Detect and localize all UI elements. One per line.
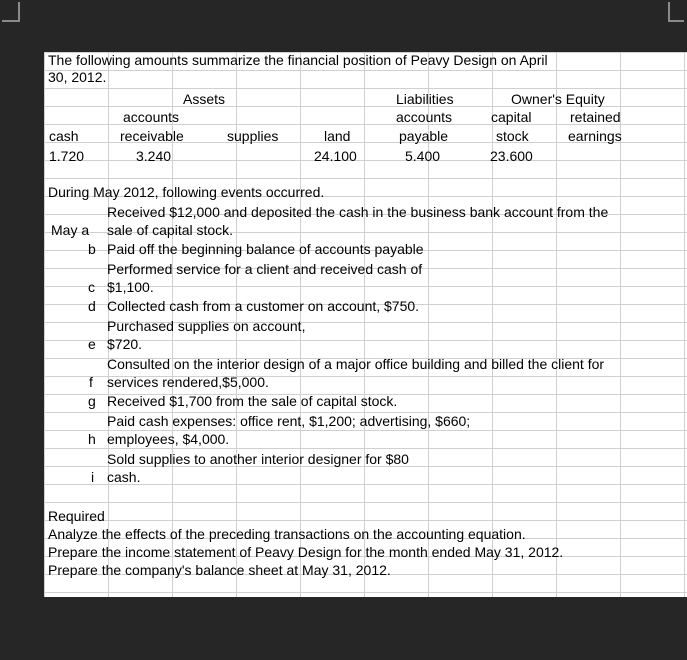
- owners-equity-heading: Owner's Equity: [511, 91, 605, 107]
- required-line-3: Prepare the company's balance sheet at May 31, 2012.: [48, 562, 391, 578]
- intro-line-2: 30, 2012.: [48, 69, 107, 85]
- land-balance: 24.100: [314, 148, 357, 164]
- event-i-label: i: [91, 469, 95, 485]
- land-header: land: [324, 128, 351, 144]
- accounts-receivable-header-bottom: receivable: [120, 128, 184, 144]
- event-g-label: g: [88, 393, 96, 409]
- required-line-1: Analyze the effects of the preceding transactions on the accounting equation.: [48, 526, 526, 542]
- liabilities-heading: Liabilities: [396, 91, 454, 107]
- capital-stock-balance: 23.600: [490, 148, 533, 164]
- capital-stock-header-bottom: stock: [496, 128, 529, 144]
- events-title: During May 2012, following events occurred.: [48, 184, 325, 200]
- cash-balance: 1.720: [49, 148, 85, 164]
- event-a-line-1: Received $12,000 and deposited the cash in the business bank account from the: [107, 204, 609, 220]
- event-i-line-1: Sold supplies to another interior designer for $80: [107, 451, 409, 467]
- event-i-line-2: cash.: [107, 469, 141, 485]
- capital-stock-header-top: capital: [491, 109, 532, 125]
- event-a-line-2: sale of capital stock.: [107, 222, 234, 238]
- accounts-payable-balance: 5.400: [405, 148, 441, 164]
- required-title: Required: [48, 508, 105, 524]
- cash-header: cash: [49, 128, 79, 144]
- event-a-label: May a: [51, 222, 90, 238]
- window-corner-top-left: [2, 2, 20, 22]
- retained-earnings-header-bottom: earnings: [568, 128, 622, 144]
- spreadsheet-document: [44, 52, 687, 597]
- event-g-line-1: Received $1,700 from the sale of capital stock.: [107, 393, 398, 409]
- event-d-label: d: [88, 298, 96, 314]
- required-line-2: Prepare the income statement of Peavy Design for the month ended May 31, 2012.: [48, 544, 564, 560]
- event-e-label: e: [88, 336, 96, 352]
- event-c-line-2: $1,100.: [107, 279, 154, 295]
- accounts-receivable-header-top: accounts: [123, 109, 180, 125]
- event-b-line-1: Paid off the beginning balance of accounts payable: [107, 241, 424, 257]
- accounts-payable-header-top: accounts: [396, 109, 453, 125]
- intro-line-1: The following amounts summarize the financial position of Peavy Design on April: [48, 52, 548, 68]
- window-corner-top-right: [668, 2, 684, 22]
- event-f-line-1: Consulted on the interior design of a major office building and billed the client for: [107, 356, 605, 372]
- accounts-receivable-balance: 3.240: [136, 148, 172, 164]
- event-b-label: b: [88, 241, 96, 257]
- event-c-label: c: [88, 279, 95, 295]
- event-f-line-2: services rendered,$5,000.: [107, 374, 269, 390]
- event-e-line-1: Purchased supplies on account,: [107, 318, 306, 334]
- event-d-line-1: Collected cash from a customer on account, $750.: [107, 298, 420, 314]
- event-h-label: h: [88, 431, 96, 447]
- event-h-line-1: Paid cash expenses: office rent, $1,200; advertising, $660;: [107, 413, 471, 429]
- event-f-label: f: [89, 374, 93, 390]
- assets-heading: Assets: [183, 91, 226, 107]
- accounts-payable-header-bottom: payable: [399, 128, 449, 144]
- event-e-line-2: $720.: [107, 336, 143, 352]
- event-c-line-1: Performed service for a client and received cash of: [107, 261, 423, 277]
- event-h-line-2: employees, $4,000.: [107, 431, 230, 447]
- retained-earnings-header-top: retained: [570, 109, 621, 125]
- supplies-header: supplies: [227, 128, 279, 144]
